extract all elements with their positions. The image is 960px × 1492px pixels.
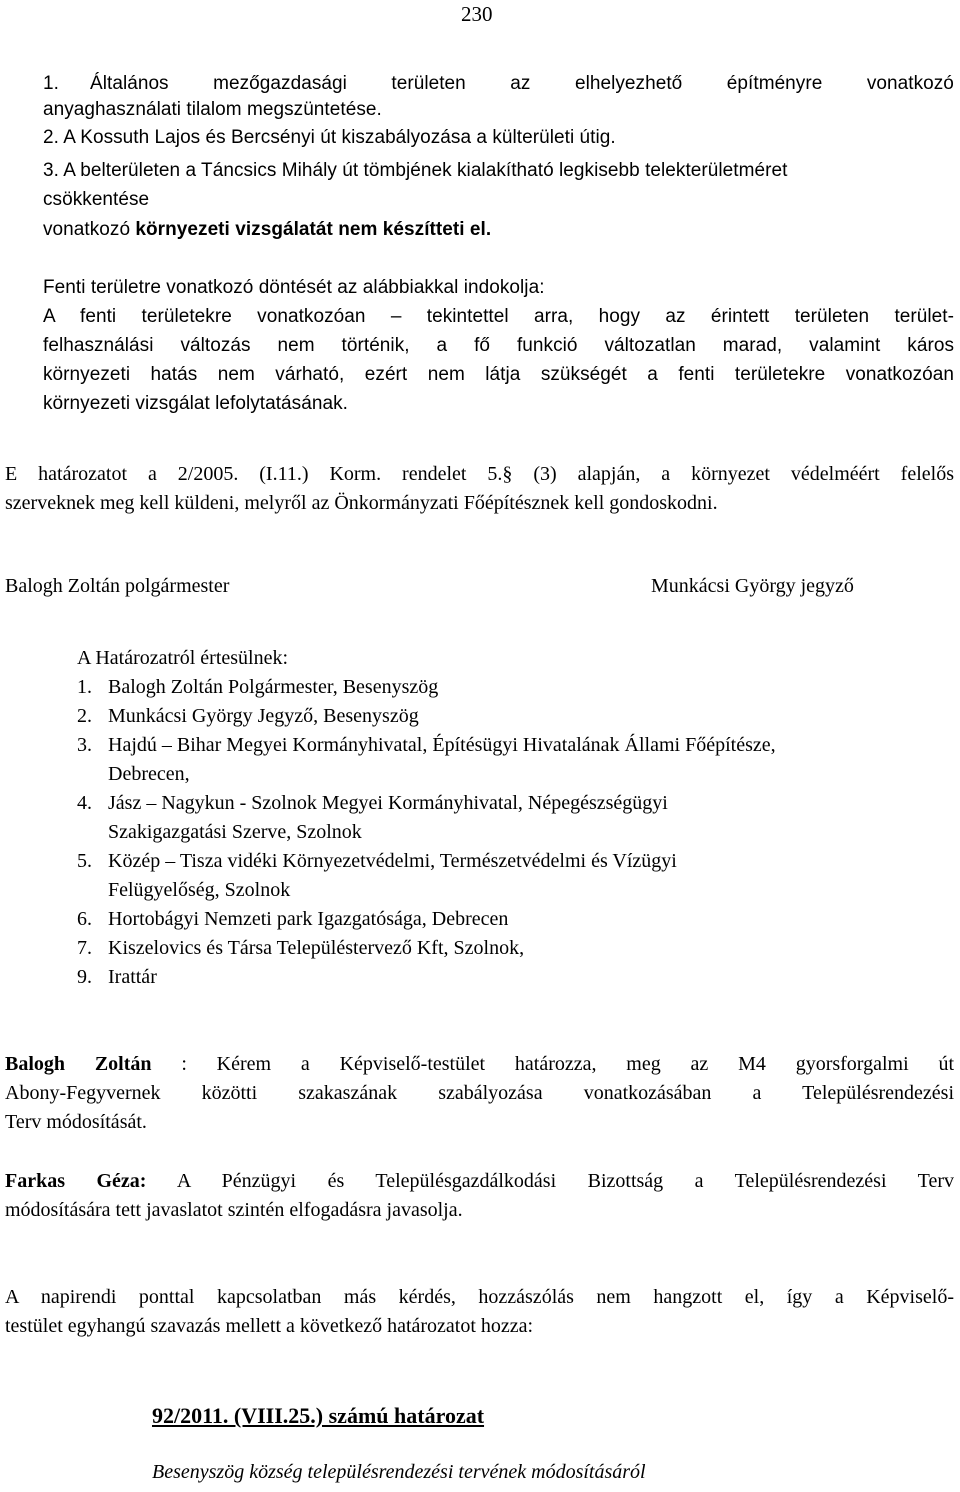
list-item-1-number: 1. (43, 73, 59, 94)
speaker-name: Balogh Zoltán (5, 1053, 152, 1075)
signature-mayor: Balogh Zoltán polgármester (5, 575, 230, 597)
notify-item (77, 705, 419, 728)
notify-item-number: 9. (77, 966, 92, 988)
list-item-2: 2. A Kossuth Lajos és Bercsényi út kiszabályozása a külterületi útig. (43, 127, 616, 148)
text-bold: környezeti vizsgálatát nem készítteti el. (135, 219, 492, 240)
reasoning-line-1: A fenti területekre vonatkozóan – tekintettel arra, hogy az érintett területen terület- (43, 306, 954, 327)
notify-item-number: 1. (77, 676, 92, 698)
notify-item (77, 966, 157, 989)
notify-item (77, 676, 438, 699)
reasoning-line-3: környezeti hatás nem várható, ezért nem látja szükségét a fenti területekre vonatkozóan (43, 364, 954, 385)
resolution-subtitle: Besenyszög község településrendezési tervének módosításáról (152, 1461, 646, 1483)
list-item-3-line-3 (43, 219, 491, 241)
notify-item-number: 5. (77, 850, 92, 872)
notify-heading: A Határozatról értesülnek: (77, 647, 289, 669)
notify-item-number: 4. (77, 792, 92, 814)
notify-item-text: Jász – Nagykun - Szolnok Megyei Kormányhivatal, Népegészségügyi (108, 792, 668, 814)
reasoning-line-2: felhasználási változás nem történik, a fő funkció változatlan marad, valamint káros (43, 335, 954, 356)
speech-text: : Kérem a Képviselő-testület határozza, meg az M4 gyorsforgalmi út (151, 1053, 954, 1075)
word: területen (391, 73, 466, 94)
reasoning-line-4: környezeti vizsgálat lefolytatásának. (43, 393, 348, 414)
list-item-1-line-2: anyaghasználati tilalom megszüntetése. (43, 99, 382, 120)
closing-line-1: A napirendi ponttal kapcsolatban más kérdés, hozzászólás nem hangzott el, így a Képviselő- (5, 1286, 954, 1308)
word: Általános (90, 73, 169, 94)
word: elhelyezhető (574, 73, 683, 94)
notify-item-continuation: Szakigazgatási Szerve, Szolnok (108, 821, 362, 843)
word: építményre (726, 73, 823, 94)
notify-item (77, 937, 524, 960)
notify-item-text: Hortobágyi Nemzeti park Igazgatósága, Debrecen (108, 908, 509, 930)
notify-item-number: 2. (77, 705, 92, 727)
notify-item-text: Munkácsi György Jegyző, Besenyszög (108, 705, 419, 727)
speech-1-line-3: Terv módosítását. (5, 1111, 147, 1133)
list-item-3-line-2: csökkentése (43, 189, 150, 210)
speaker-name: Farkas Géza: (5, 1170, 147, 1192)
notify-item-continuation: Debrecen, (108, 763, 190, 785)
list-item-1-line-1 (90, 73, 954, 95)
notify-item (77, 850, 677, 873)
notify-item-text: Kiszelovics és Társa Településtervező Kft, Szolnok, (108, 937, 525, 959)
speech-text: A Pénzügyi és Településgazdálkodási Bizottság a Településrendezési Terv (146, 1170, 954, 1192)
word: vonatkozó (866, 73, 954, 94)
speech-2-line-2: módosítására tett javaslatot szintén elfogadásra javasolja. (5, 1199, 463, 1221)
speech-1-line-1 (5, 1053, 954, 1076)
closing-line-2: testület egyhangú szavazás mellett a következő határozatot hozza: (5, 1315, 534, 1337)
notify-item-number: 6. (77, 908, 92, 930)
text-normal: vonatkozó (43, 219, 136, 240)
notify-item-number: 7. (77, 937, 92, 959)
resolution-title: 92/2011. (VIII.25.) számú határozat (152, 1403, 485, 1428)
word: mezőgazdasági (213, 73, 347, 94)
word: az (510, 73, 531, 94)
notify-item-text: Balogh Zoltán Polgármester, Besenyszög (108, 676, 439, 698)
notify-item-text: Közép – Tisza vidéki Környezetvédelmi, Természetvédelmi és Vízügyi (108, 850, 677, 872)
decree-line-2: szerveknek meg kell küldeni, melyről az Önkormányzati Főépítésznek kell gondoskodni. (5, 492, 718, 514)
signature-notary: Munkácsi György jegyző (651, 575, 854, 597)
notify-item (77, 734, 776, 757)
list-item-3-line-1: 3. A belterületen a Táncsics Mihály út tömbjének kialakítható legkisebb telekterületméret (43, 160, 788, 181)
notify-item-text: Irattár (108, 966, 157, 988)
page-number: 230 (461, 2, 493, 26)
notify-item-continuation: Felügyelőség, Szolnok (108, 879, 291, 901)
speech-1-line-2: Abony-Fegyvernek közötti szakaszának szabályozása vonatkozásában a Településrendezési (5, 1082, 954, 1104)
decree-line-1: E határozatot a 2/2005. (I.11.) Korm. rendelet 5.§ (3) alapján, a környezet védelméért felelős (5, 463, 954, 485)
notify-item-number: 3. (77, 734, 92, 756)
speech-2-line-1 (5, 1170, 954, 1193)
notify-item-text: Hajdú – Bihar Megyei Kormányhivatal, Építésügyi Hivatalának Állami Főépítésze, (108, 734, 776, 756)
reasoning-intro: Fenti területre vonatkozó döntését az alábbiakkal indokolja: (43, 277, 545, 298)
notify-item (77, 908, 508, 931)
notify-item (77, 792, 668, 815)
